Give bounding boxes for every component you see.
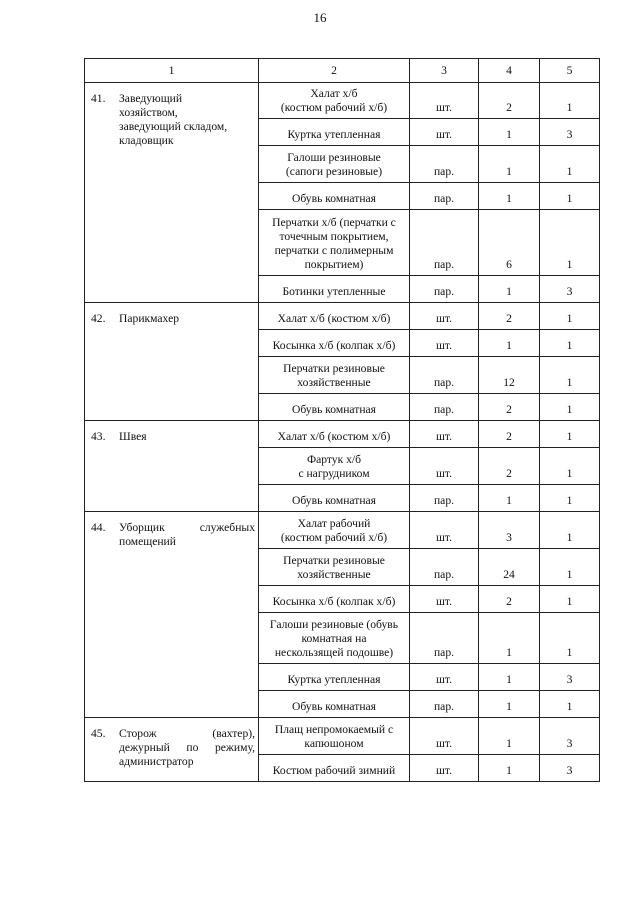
- item-name-line: Галоши резиновые (обувь: [269, 618, 399, 631]
- table-row: [85, 421, 600, 448]
- quantity-cell: 2: [479, 303, 540, 330]
- quantity-cell: 1: [479, 613, 540, 664]
- unit-cell: шт.: [410, 448, 479, 485]
- header-col-2: 2: [259, 59, 410, 83]
- position-title-line: дежурный по режиму,: [119, 741, 255, 754]
- position-title-line: Швея: [119, 430, 147, 443]
- quantity-cell: 1: [479, 146, 540, 183]
- quantity-cell: 1: [479, 276, 540, 303]
- term-cell: 1: [540, 485, 600, 512]
- term-cell: 1: [540, 512, 600, 549]
- item-name-cell: [259, 330, 410, 357]
- position-title: [119, 430, 255, 444]
- position-cell: [85, 512, 259, 718]
- item-name-cell: [259, 183, 410, 210]
- item-name-cell: [259, 664, 410, 691]
- unit-cell: пар.: [410, 691, 479, 718]
- term-cell: 1: [540, 394, 600, 421]
- unit-cell: пар.: [410, 276, 479, 303]
- position-title-line: кладовщик: [119, 134, 174, 147]
- item-name-line: точечным покрытием,: [279, 230, 389, 243]
- quantity-cell: 2: [479, 421, 540, 448]
- item-name-line: Перчатки резиновые: [283, 362, 385, 375]
- quantity-cell: 2: [479, 83, 540, 119]
- unit-cell: шт.: [410, 303, 479, 330]
- item-name-line: (костюм рабочий х/б): [280, 101, 388, 114]
- item-name-cell: [259, 691, 410, 718]
- quantity-cell: 6: [479, 210, 540, 276]
- item-name-line: Ботинки утепленные: [282, 285, 386, 298]
- item-name-line: Халат рабочий: [297, 517, 371, 530]
- term-cell: 1: [540, 183, 600, 210]
- item-name-line: Куртка утепленная: [287, 673, 381, 686]
- quantity-cell: 1: [479, 183, 540, 210]
- table-row: [85, 83, 600, 119]
- quantity-cell: 1: [479, 718, 540, 755]
- item-name-cell: [259, 549, 410, 586]
- norms-table: [84, 58, 600, 782]
- item-name-line: Костюм рабочий зимний: [272, 764, 396, 777]
- term-cell: 1: [540, 586, 600, 613]
- quantity-cell: 1: [479, 485, 540, 512]
- item-name-line: капюшоном: [304, 737, 364, 750]
- item-name-line: Халат х/б: [310, 87, 358, 100]
- item-name-cell: [259, 210, 410, 276]
- item-name-line: Плащ непромокаемый с: [274, 723, 394, 736]
- header-row: [85, 59, 600, 83]
- unit-cell: пар.: [410, 210, 479, 276]
- item-name-line: с нагрудником: [298, 467, 370, 480]
- position-title-line: Заведующий: [119, 92, 183, 105]
- quantity-cell: 1: [479, 664, 540, 691]
- quantity-cell: 2: [479, 448, 540, 485]
- item-name-line: Обувь комнатная: [291, 403, 377, 416]
- unit-cell: шт.: [410, 330, 479, 357]
- item-name-cell: [259, 276, 410, 303]
- table-row: [85, 303, 600, 330]
- item-name-cell: [259, 394, 410, 421]
- term-cell: 1: [540, 146, 600, 183]
- item-name-line: покрытием): [304, 258, 364, 271]
- item-name-line: комнатная на: [301, 632, 367, 645]
- header-col-1: 1: [85, 59, 259, 83]
- unit-cell: пар.: [410, 485, 479, 512]
- item-name-line: Обувь комнатная: [291, 700, 377, 713]
- term-cell: 1: [540, 357, 600, 394]
- term-cell: 1: [540, 83, 600, 119]
- item-name-line: (сапоги резиновые): [285, 165, 383, 178]
- term-cell: 1: [540, 330, 600, 357]
- item-name-cell: [259, 119, 410, 146]
- position-number: 44.: [91, 521, 106, 534]
- table-body: [85, 83, 600, 782]
- term-cell: 1: [540, 613, 600, 664]
- term-cell: 3: [540, 755, 600, 782]
- item-name-line: Косынка х/б (колпак х/б): [272, 595, 396, 608]
- item-name-line: Халат х/б (костюм х/б): [277, 430, 391, 443]
- item-name-cell: [259, 718, 410, 755]
- unit-cell: шт.: [410, 119, 479, 146]
- unit-cell: шт.: [410, 718, 479, 755]
- position-cell: [85, 303, 259, 421]
- item-name-cell: [259, 146, 410, 183]
- term-cell: 3: [540, 718, 600, 755]
- quantity-cell: 1: [479, 119, 540, 146]
- item-name-cell: [259, 755, 410, 782]
- term-cell: 1: [540, 549, 600, 586]
- item-name-cell: [259, 303, 410, 330]
- position-title-line: Сторож (вахтер),: [119, 727, 255, 740]
- position-title-line: помещений: [119, 535, 176, 548]
- position-cell: [85, 421, 259, 512]
- term-cell: 3: [540, 276, 600, 303]
- unit-cell: пар.: [410, 549, 479, 586]
- item-name-cell: [259, 485, 410, 512]
- unit-cell: шт.: [410, 421, 479, 448]
- quantity-cell: 1: [479, 755, 540, 782]
- position-title: [119, 92, 255, 148]
- quantity-cell: 3: [479, 512, 540, 549]
- unit-cell: шт.: [410, 664, 479, 691]
- term-cell: 3: [540, 119, 600, 146]
- position-title: [119, 727, 255, 769]
- position-title-line: Уборщик служебных: [119, 521, 255, 534]
- item-name-line: Косынка х/б (колпак х/б): [272, 339, 396, 352]
- position-number: 42.: [91, 312, 106, 325]
- item-name-line: Обувь комнатная: [291, 494, 377, 507]
- item-name-line: хозяйственные: [297, 568, 371, 581]
- item-name-line: Куртка утепленная: [287, 128, 381, 141]
- quantity-cell: 12: [479, 357, 540, 394]
- unit-cell: шт.: [410, 83, 479, 119]
- unit-cell: пар.: [410, 146, 479, 183]
- item-name-line: Фартук х/б: [306, 453, 362, 466]
- item-name-line: Обувь комнатная: [291, 192, 377, 205]
- unit-cell: пар.: [410, 613, 479, 664]
- unit-cell: шт.: [410, 512, 479, 549]
- item-name-line: Галоши резиновые: [287, 151, 381, 164]
- table-row: [85, 512, 600, 549]
- item-name-cell: [259, 586, 410, 613]
- item-name-line: Халат х/б (костюм х/б): [277, 312, 391, 325]
- term-cell: 1: [540, 303, 600, 330]
- position-title-line: администратор: [119, 755, 194, 768]
- unit-cell: пар.: [410, 183, 479, 210]
- term-cell: 1: [540, 691, 600, 718]
- position-title-line: Парикмахер: [119, 312, 180, 325]
- unit-cell: пар.: [410, 357, 479, 394]
- header-col-4: 4: [479, 59, 540, 83]
- term-cell: 1: [540, 210, 600, 276]
- header-col-3: 3: [410, 59, 479, 83]
- position-number: 45.: [91, 727, 106, 740]
- term-cell: 3: [540, 664, 600, 691]
- quantity-cell: 2: [479, 394, 540, 421]
- position-number: 43.: [91, 430, 106, 443]
- term-cell: 1: [540, 421, 600, 448]
- position-title: [119, 521, 255, 549]
- quantity-cell: 24: [479, 549, 540, 586]
- position-cell: [85, 83, 259, 303]
- item-name-line: (костюм рабочий х/б): [280, 531, 388, 544]
- item-name-line: Перчатки х/б (перчатки с: [272, 216, 396, 229]
- position-number: 41.: [91, 92, 106, 105]
- unit-cell: шт.: [410, 755, 479, 782]
- position-title: [119, 312, 255, 326]
- item-name-cell: [259, 613, 410, 664]
- page-number: 16: [313, 10, 327, 25]
- item-name-cell: [259, 448, 410, 485]
- unit-cell: шт.: [410, 586, 479, 613]
- position-title-line: хозяйством,: [119, 106, 178, 119]
- quantity-cell: 1: [479, 330, 540, 357]
- quantity-cell: 1: [479, 691, 540, 718]
- item-name-cell: [259, 421, 410, 448]
- item-name-line: хозяйственные: [297, 376, 371, 389]
- header-col-5: 5: [540, 59, 600, 83]
- term-cell: 1: [540, 448, 600, 485]
- quantity-cell: 2: [479, 586, 540, 613]
- item-name-cell: [259, 83, 410, 119]
- position-title-line: заведующий складом,: [119, 120, 228, 133]
- item-name-cell: [259, 512, 410, 549]
- item-name-cell: [259, 357, 410, 394]
- item-name-line: нескользящей подошве): [274, 646, 394, 659]
- unit-cell: пар.: [410, 394, 479, 421]
- table-row: [85, 718, 600, 755]
- position-cell: [85, 718, 259, 782]
- item-name-line: Перчатки резиновые: [283, 554, 385, 567]
- item-name-line: перчатки с полимерным: [274, 244, 394, 257]
